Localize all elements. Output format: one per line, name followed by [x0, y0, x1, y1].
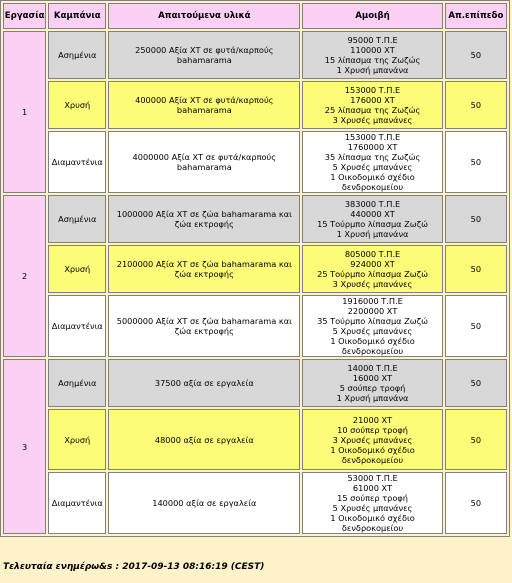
reward-line: 21000 ΧΤ	[352, 414, 393, 425]
level-cell: 50	[445, 245, 507, 293]
last-updated-text: Τελευταία ενημέρω&s : 2017-09-13 08:16:19 (CEST)	[3, 562, 265, 572]
reward-cell	[302, 31, 442, 79]
level-cell: 50	[445, 409, 507, 470]
reward-line: 1916000 Τ.Π.Ε	[342, 296, 403, 306]
reward-line: 1 Χρυσή μπανάνα	[336, 65, 409, 75]
materials-line: 400000 Αξία ΧΤ σε φυτά/καρπούς	[135, 95, 274, 105]
reward-cell	[302, 472, 442, 534]
campaign-cell: Ασημένια	[48, 359, 106, 407]
materials-cell	[108, 295, 300, 357]
materials-cell	[108, 195, 300, 243]
reward-line: 5 Χρυσές μπανάνες	[332, 162, 413, 172]
reward-line: 5 σούπερ τροφή	[339, 383, 406, 393]
table-row	[3, 472, 507, 534]
reward-cell	[302, 359, 442, 407]
table-header-row	[3, 3, 507, 29]
reward-cell	[302, 409, 442, 470]
materials-cell	[108, 245, 300, 293]
level-cell: 50	[445, 131, 507, 193]
table-row	[3, 245, 507, 293]
reward-line: 924000 ΧΤ	[350, 259, 395, 269]
reward-line: 1 Χρυσή μπανάνα	[336, 229, 409, 239]
reward-line: δενδροκομείου	[341, 182, 404, 192]
campaign-cell: Ασημένια	[48, 31, 106, 79]
campaign-cell: Χρυσή	[48, 81, 106, 129]
reward-line: 1 Οικοδομικό σχέδιο	[330, 444, 415, 455]
reward-line: 805000 Τ.Π.Ε	[344, 249, 401, 259]
header-level: Απ.επίπεδο	[445, 3, 507, 29]
reward-line: 3 Χρυσές μπανάνες	[332, 279, 413, 289]
reward-line: 1 Χρυσή μπανάνα	[336, 393, 409, 403]
materials-line: 250000 Αξία ΧΤ σε φυτά/καρπούς	[135, 45, 274, 55]
level-cell: 50	[445, 359, 507, 407]
reward-cell	[302, 295, 442, 357]
header-task: Εργασία	[3, 3, 46, 29]
reward-line: 25 λίπασμα της Ζωζώς	[324, 105, 421, 115]
materials-line: 48000 αξία σε εργαλεία	[154, 434, 254, 445]
reward-line: 53000 Τ.Π.Ε	[347, 473, 398, 483]
reward-line: 440000 ΧΤ	[350, 209, 395, 219]
reward-line: δενδροκομείου	[341, 346, 404, 356]
table-row	[3, 295, 507, 357]
campaign-cell: Χρυσή	[48, 245, 106, 293]
task-number-cell: 1	[3, 31, 46, 193]
materials-cell	[108, 131, 300, 193]
materials-line: 4000000 Αξία ΧΤ σε φυτά/καρπούς	[132, 152, 277, 162]
table-row	[3, 359, 507, 407]
reward-line: 1760000 ΧΤ	[347, 142, 398, 152]
reward-line: 5 Χρυσές μπανάνες	[332, 326, 413, 336]
task-number-cell: 3	[3, 359, 46, 534]
reward-line: 10 σούπερ τροφή	[337, 424, 408, 435]
reward-line: 14000 Τ.Π.Ε	[347, 363, 398, 373]
task-number-cell: 2	[3, 195, 46, 357]
materials-cell	[108, 409, 300, 470]
reward-line: 383000 Τ.Π.Ε	[344, 199, 401, 209]
reward-line: 3 Χρυσές μπανάνες	[332, 434, 413, 445]
table-row	[3, 131, 507, 193]
campaign-cell: Διαμαντένια	[48, 472, 106, 534]
level-cell: 50	[445, 31, 507, 79]
materials-line: 5000000 Αξία ΧΤ σε ζώα bahamarama και	[116, 316, 292, 326]
reward-line: 35 Τούρμπο λίπασμα Ζωζώ	[317, 316, 428, 326]
reward-cell	[302, 245, 442, 293]
reward-line: 25 Τούρμπο λίπασμα Ζωζώ	[317, 269, 428, 279]
reward-line: 35 λίπασμα της Ζωζώς	[324, 152, 421, 162]
header-reward: Αμοιβή	[302, 3, 442, 29]
campaign-cell: Ασημένια	[48, 195, 106, 243]
header-campaign: Καμπάνια	[48, 3, 106, 29]
table-row	[3, 195, 507, 243]
materials-line: bahamarama	[176, 55, 232, 65]
level-cell: 50	[445, 295, 507, 357]
reward-line: 15 Τούρμπο λίπασμα Ζωζώ	[317, 219, 428, 229]
table-row	[3, 81, 507, 129]
campaign-cell: Χρυσή	[48, 409, 106, 470]
reward-line: 1 Οικοδομικό σχέδιο	[330, 513, 415, 523]
reward-line: 110000 ΧΤ	[350, 45, 395, 55]
reward-line: 153000 Τ.Π.Ε	[344, 132, 401, 142]
reward-line: 16000 ΧΤ	[352, 373, 393, 383]
level-cell: 50	[445, 81, 507, 129]
materials-line: ζώα εκτροφής	[174, 326, 234, 336]
reward-line: 15 λίπασμα της Ζωζώς	[324, 55, 421, 65]
materials-line: ζώα εκτροφής	[174, 269, 234, 279]
reward-cell	[302, 131, 442, 193]
level-cell: 50	[445, 472, 507, 534]
reward-line: 95000 Τ.Π.Ε	[347, 35, 398, 45]
reward-line: 153000 Τ.Π.Ε	[344, 85, 401, 95]
materials-line: 1000000 Αξία ΧΤ σε ζώα bahamarama και	[116, 209, 292, 219]
table-row	[3, 409, 507, 470]
reward-cell	[302, 195, 442, 243]
campaign-cell: Διαμαντένια	[48, 295, 106, 357]
materials-line: 37500 αξία σε εργαλεία	[154, 378, 254, 388]
materials-line: 140000 αξία σε εργαλεία	[152, 498, 257, 508]
header-materials: Απαιτούμενα υλικά	[108, 3, 300, 29]
materials-line: 2100000 Αξία ΧΤ σε ζώα bahamarama και	[116, 259, 292, 269]
materials-cell	[108, 81, 300, 129]
reward-line: 1 Οικοδομικό σχέδιο	[330, 336, 415, 346]
reward-line: δενδροκομείου	[341, 454, 404, 465]
table-body	[3, 31, 507, 534]
reward-line: 15 σούπερ τροφή	[337, 493, 408, 503]
reward-cell	[302, 81, 442, 129]
reward-line: 176000 ΧΤ	[350, 95, 395, 105]
reward-line: 1 Οικοδομικό σχέδιο	[330, 172, 415, 182]
reward-line: 2200000 ΧΤ	[347, 306, 398, 316]
materials-cell	[108, 31, 300, 79]
campaign-cell: Διαμαντένια	[48, 131, 106, 193]
reward-line: 3 Χρυσές μπανάνες	[332, 115, 413, 125]
reward-line: 61000 ΧΤ	[352, 483, 393, 493]
materials-cell	[108, 472, 300, 534]
level-cell: 50	[445, 195, 507, 243]
reward-line: δενδροκομείου	[341, 523, 404, 533]
materials-line: bahamarama	[176, 105, 232, 115]
reward-line: 5 Χρυσές μπανάνες	[332, 503, 413, 513]
materials-line: ζώα εκτροφής	[174, 219, 234, 229]
materials-cell	[108, 359, 300, 407]
materials-line: bahamarama	[176, 162, 232, 172]
table-row	[3, 31, 507, 79]
